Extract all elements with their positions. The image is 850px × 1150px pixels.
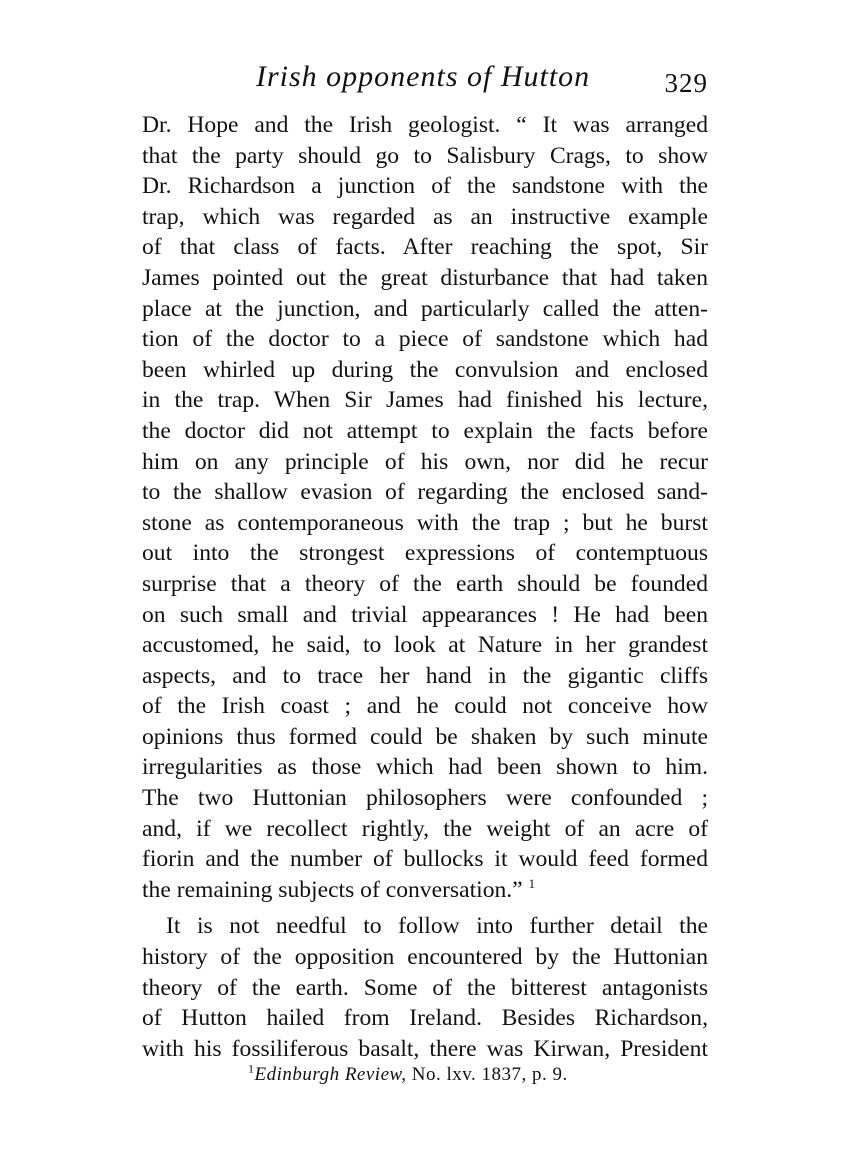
text-line: to the shallow evasion of regarding the enclosed sand- (142, 479, 708, 506)
text-line: theory of the earth. Some of the bitterest antagonists (142, 974, 708, 1001)
text-line: It is not needful to follow into further detail the (166, 913, 708, 940)
text-line: him on any principle of his own, nor did he recur (142, 448, 708, 475)
text-line: out into the strongest expressions of contemptuous (142, 540, 708, 567)
page-header (142, 56, 708, 102)
footnote (248, 1061, 568, 1086)
page-number: 329 (664, 68, 708, 98)
paragraph (142, 110, 708, 905)
text-line: James pointed out the great disturbance that had taken (142, 264, 708, 291)
text-line: tion of the doctor to a piece of sandstone which had (142, 326, 708, 353)
text-line: on such small and trivial appearances ! He had been (142, 601, 708, 628)
paragraph (142, 911, 708, 1064)
footnote-mark: 1 (248, 1061, 255, 1076)
text-line: Dr. Richardson a junction of the sandstone with the (142, 173, 708, 200)
text-line: surprise that a theory of the earth should be founded (142, 570, 708, 597)
text-line: of that class of facts. After reaching the spot, Sir (142, 234, 708, 261)
text-line: The two Huttonian philosophers were confounded ; (142, 785, 708, 812)
text-line: history of the opposition encountered by the Huttonian (142, 944, 708, 971)
text-line: stone as contemporaneous with the trap ; but he burst (142, 509, 708, 536)
text-line: in the trap. When Sir James had finished his lecture, (142, 387, 708, 414)
text-line: Dr. Hope and the Irish geologist. “ It was arranged (142, 112, 708, 138)
body-text (142, 110, 708, 1064)
text-line: of the Irish coast ; and he could not conceive how (142, 693, 708, 720)
text-line: trap, which was regarded as an instructive example (142, 203, 708, 230)
text-line: irregularities as those which had been shown to him. (142, 754, 708, 781)
text-line: place at the junction, and particularly called the atten- (142, 295, 708, 322)
text-line: fiorin and the number of bullocks it would feed formed (142, 846, 708, 873)
text-line: that the party should go to Salisbury Crags, to show (142, 142, 708, 169)
text-line: been whirled up during the convulsion and enclosed (142, 356, 708, 383)
text-line-content: the remaining subjects of conversation.” (142, 876, 523, 903)
text-line: and, if we recollect rightly, the weight of an acre of (142, 815, 708, 842)
text-line: aspects, and to trace her hand in the gigantic cliffs (142, 662, 708, 689)
running-title: Irish opponents of Hutton (256, 60, 591, 93)
text-line: opinions thus formed could be shaken by such minute (142, 723, 708, 750)
text-line: with his fossiliferous basalt, there was Kirwan, President (142, 1035, 708, 1062)
text-line: accustomed, he said, to look at Nature in her grandest (142, 632, 708, 659)
footnote-source: Edinburgh Review, (254, 1064, 407, 1085)
text-line-last (142, 875, 708, 906)
text-line: of Hutton hailed from Ireland. Besides Richardson, (142, 1005, 708, 1032)
footnote-citation: No. lxv. 1837, p. 9. (406, 1064, 568, 1085)
text-line: the doctor did not attempt to explain the facts before (142, 417, 708, 444)
footnote-reference: 1 (528, 875, 536, 891)
